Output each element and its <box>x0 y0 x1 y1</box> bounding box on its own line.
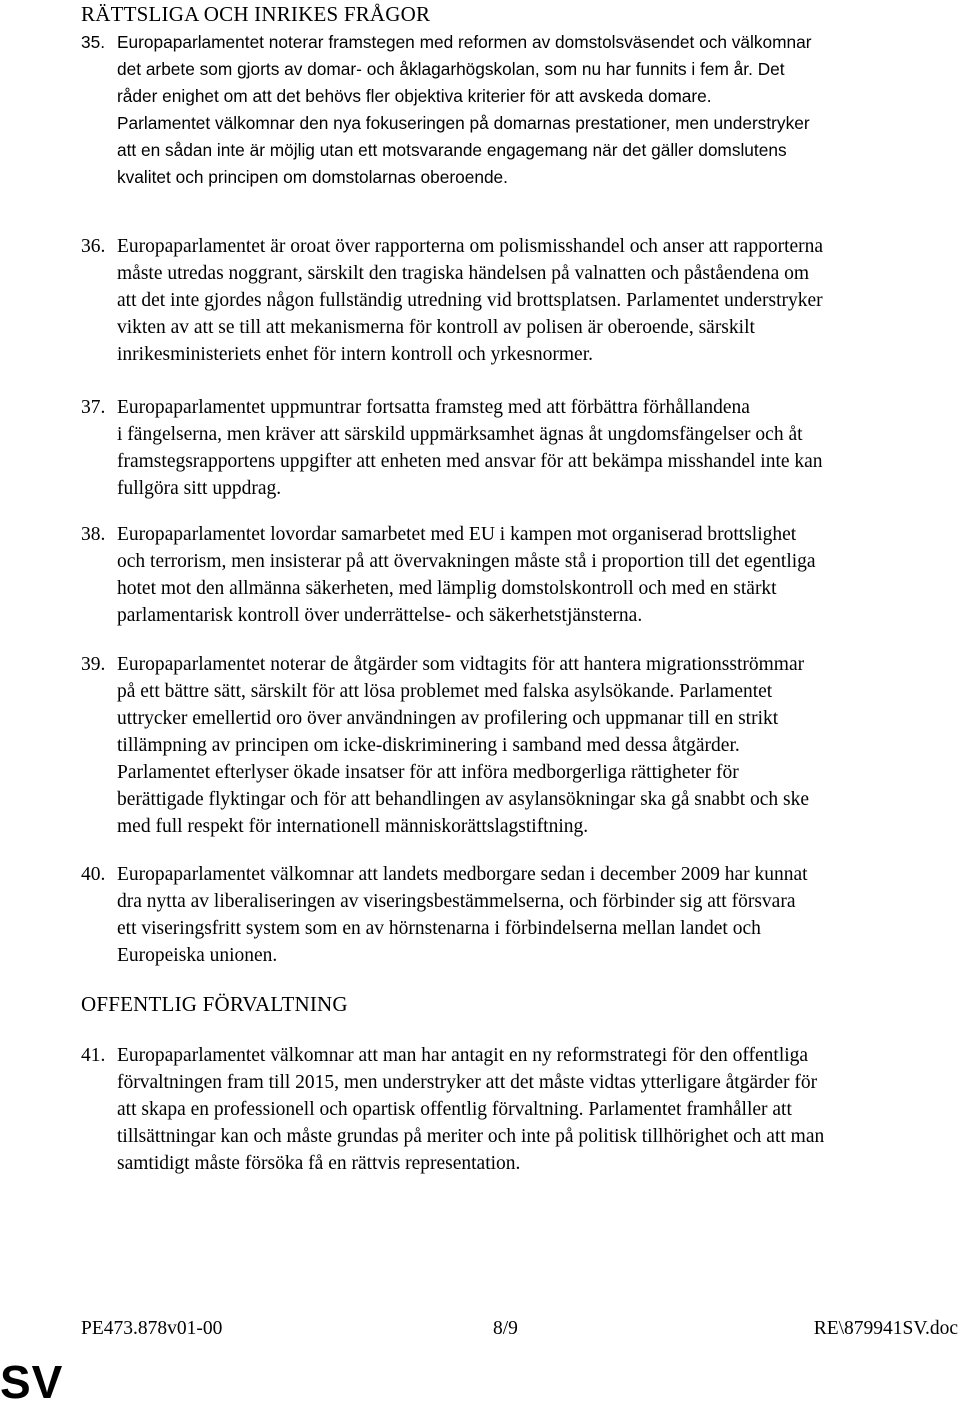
paragraph-number: 35. <box>81 32 106 52</box>
paragraph-number: 40. <box>81 864 106 885</box>
language-code: SV <box>0 1356 64 1408</box>
paragraph-number: 38. <box>81 524 106 545</box>
paragraph-41 <box>81 1042 956 1177</box>
paragraph-line: tillämpning av principen om icke-diskriminering i samband med dessa åtgärder. <box>117 735 740 756</box>
paragraph-line: det arbete som gjorts av domar- och åklagarhögskolan, som nu har funnits i fem år. Det <box>117 59 785 79</box>
paragraph-line: i fängelserna, men kräver att särskild uppmärksamhet ägnas åt ungdomsfängelser och åt <box>117 424 803 445</box>
paragraph-line: Europaparlamentet noterar de åtgärder som vidtagits för att hantera migrationsströmmar <box>117 654 805 675</box>
footer-page-number: 8/9 <box>493 1318 518 1339</box>
paragraph-line: med full respekt för internationell människorättslagstiftning. <box>117 816 589 837</box>
paragraph-line: kvalitet och principen om domstolarnas oberoende. <box>117 167 508 187</box>
paragraph-line: Parlamentet efterlyser ökade insatser för att införa medborgerliga rättigheter för <box>117 762 739 783</box>
paragraph-line: parlamentarisk kontroll över underrättelse- och säkerhetstjänsterna. <box>117 605 643 626</box>
paragraph-line: Europaparlamentet uppmuntrar fortsatta framsteg med att förbättra förhållandena <box>117 397 750 418</box>
paragraph-line: måste utredas noggrant, särskilt den tragiska händelsen på valnatten och påståendena om <box>117 263 810 284</box>
paragraph-number: 37. <box>81 397 106 418</box>
paragraph-40 <box>81 861 956 969</box>
paragraph-line: att en sådan inte är möjlig utan ett motsvarande engagemang när det gäller domslutens <box>117 140 787 160</box>
paragraph-line: att det inte gjordes någon fullständig utredning vid brottsplatsen. Parlamentet understryker <box>117 290 823 311</box>
paragraph-line: Europeiska unionen. <box>117 945 278 966</box>
paragraph-line: framstegsrapportens uppgifter att enheten med ansvar för att bekämpa misshandel inte kan <box>117 451 823 472</box>
paragraph-line: Parlamentet välkomnar den nya fokuseringen på domarnas prestationer, men understryker <box>117 113 810 133</box>
paragraph-line: vikten av att se till att mekanismerna för kontroll av polisen är oberoende, särskilt <box>117 317 755 338</box>
paragraph-35 <box>81 29 956 191</box>
paragraph-line: förvaltningen fram till 2015, men understryker att det måste vidtas ytterligare åtgärder för <box>117 1072 818 1093</box>
paragraph-36 <box>81 233 956 368</box>
paragraph-38 <box>81 521 956 629</box>
paragraph-line: fullgöra sitt uppdrag. <box>117 478 282 499</box>
paragraph-line: att skapa en professionell och opartisk offentlig förvaltning. Parlamentet framhåller att <box>117 1099 792 1120</box>
paragraph-line: samtidigt måste försöka få en rättvis representation. <box>117 1153 521 1174</box>
paragraph-line: Europaparlamentet välkomnar att man har antagit en ny reformstrategi för den offentliga <box>117 1045 809 1066</box>
paragraph-line: uttrycker emellertid oro över användningen av profilering och uppmanar till en strikt <box>117 708 779 729</box>
paragraph-number: 41. <box>81 1045 106 1066</box>
section-heading-rattsliga: RÄTTSLIGA OCH INRIKES FRÅGOR <box>81 2 431 26</box>
paragraph-line: berättigade flyktingar och för att behandlingen av asylansökningar ska gå snabbt och ske <box>117 789 810 810</box>
paragraph-line: på ett bättre sätt, särskilt för att lösa problemet med falska asylsökande. Parlamentet <box>117 681 773 702</box>
paragraph-number: 36. <box>81 236 106 257</box>
section-heading-offentlig: OFFENTLIG FÖRVALTNING <box>81 992 348 1016</box>
footer-reference: PE473.878v01-00 <box>81 1318 223 1339</box>
footer-filename: RE\879941SV.doc <box>813 1318 958 1339</box>
paragraph-39 <box>81 651 956 840</box>
paragraph-line: råder enighet om att det behövs fler objektiva kriterier för att avskeda domare. <box>117 86 712 106</box>
paragraph-line: tillsättningar kan och måste grundas på meriter och inte på politisk tillhörighet och att man <box>117 1126 825 1147</box>
paragraph-line: Europaparlamentet är oroat över rapporterna om polismisshandel och anser att rapporterna <box>117 236 824 257</box>
paragraph-line: Europaparlamentet lovordar samarbetet med EU i kampen mot organiserad brottslighet <box>117 524 797 545</box>
paragraph-line: och terrorism, men insisterar på att övervakningen måste stå i proportion till det egentliga <box>117 551 816 572</box>
paragraph-line: Europaparlamentet välkomnar att landets medborgare sedan i december 2009 har kunnat <box>117 864 808 885</box>
paragraph-37 <box>81 394 956 502</box>
paragraph-number: 39. <box>81 654 106 675</box>
paragraph-line: dra nytta av liberaliseringen av viseringsbestämmelserna, och förbinder sig att försvara <box>117 891 796 912</box>
paragraph-line: Europaparlamentet noterar framstegen med reformen av domstolsväsendet och välkomnar <box>117 32 812 52</box>
paragraph-line: hotet mot den allmänna säkerheten, med lämplig domstolskontroll och med en stärkt <box>117 578 777 599</box>
paragraph-line: ett viseringsfritt system som en av hörnstenarna i förbindelserna mellan landet och <box>117 918 761 939</box>
paragraph-line: inrikesministeriets enhet för intern kontroll och yrkesnormer. <box>117 344 594 365</box>
